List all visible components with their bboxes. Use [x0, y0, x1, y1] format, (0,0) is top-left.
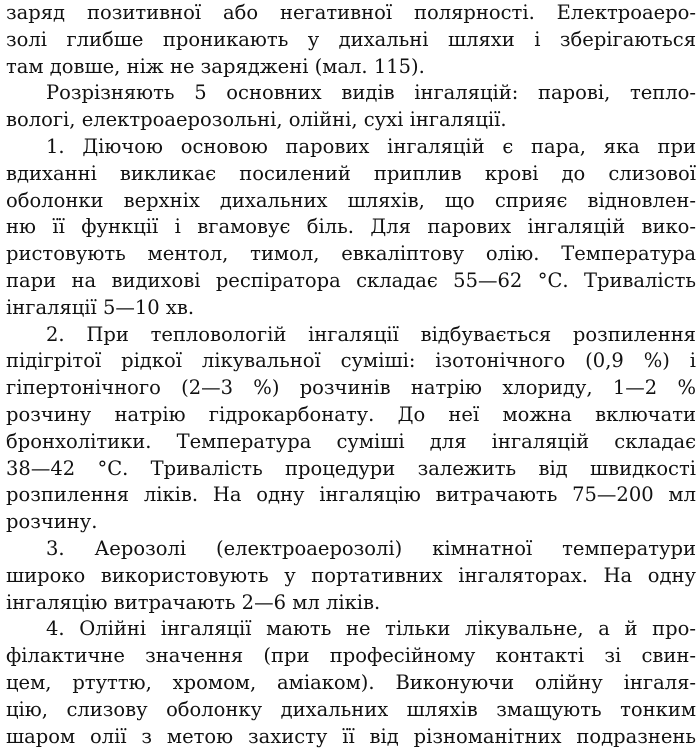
text-line: Розрізняють 5 основних видів інгаляцій: парові, тепло-	[46, 81, 696, 105]
text-line: оболонки верхніх дихальних шляхів, що сприяє відновлен-	[6, 188, 696, 212]
paragraph-intro-continuation	[6, 0, 696, 80]
text-line: цем, ртуттю, хромом, аміаком). Виконуючи олійну інгаля-	[6, 670, 696, 694]
text-line: вдиханні викликає посилений приплив крові до слизової	[6, 161, 696, 185]
text-line: розчину натрію гідрокарбонату. До неї можна включати	[6, 402, 696, 426]
text-line: заряд позитивної або негативної полярності. Електроаеро-	[6, 1, 696, 24]
text-line: філактичне значення (при професійному контакті зі свин-	[6, 644, 696, 668]
text-line: там довше, ніж не заряджені (мал. 115).	[6, 54, 425, 78]
text-line: цію, слизову оболонку дихальних шляхів змащують тонким	[6, 697, 696, 721]
text-line: ню її функції і вгамовує біль. Для парових інгаляцій вико-	[6, 215, 696, 239]
text-line: розчину.	[6, 510, 98, 534]
text-line: 1. Діючою основою парових інгаляцій є пара, яка при	[46, 134, 696, 158]
text-line: 3. Аерозолі (електроаерозолі) кімнатної температури	[46, 536, 696, 560]
text-line: гіпертонічного (2—3 %) розчинів натрію хлориду, 1—2 %	[6, 376, 696, 400]
text-line: широко використовують у портативних інгаляторах. На одну	[6, 563, 696, 587]
text-line: бронхолітики. Температура суміші для інгаляцій складає	[6, 429, 696, 453]
paragraph-steam-inhalations	[6, 134, 696, 322]
text-line: підігрітої рідкої лікувальної суміші: ізотонічного (0,9 %) і	[6, 349, 696, 373]
text-line: золі глибше проникають у дихальні шляхи і зберігаються	[6, 27, 696, 51]
paragraph-oil-inhalations	[6, 616, 696, 750]
text-line: ристовують ментол, тимол, евкаліптову олію. Температура	[6, 242, 696, 266]
text-line: 4. Олійні інгаляції мають не тільки лікувальне, а й про-	[46, 617, 696, 641]
text-line: розпилення ліків. На одну інгаляцію витрачають 75—200 мл	[6, 483, 696, 507]
text-line: 2. При тепловологій інгаляції відбувається розпилення	[46, 322, 696, 346]
document-body	[6, 0, 696, 750]
text-line: інгаляцію витрачають 2—6 мл ліків.	[6, 590, 381, 614]
text-line: 38—42 °С. Тривалість процедури залежить від швидкості	[6, 456, 696, 480]
paragraph-aerosol-inhalations	[6, 536, 696, 616]
paragraph-types-intro	[6, 80, 696, 134]
text-line: шаром олії з метою захисту її від різноманітних подразнень	[6, 724, 696, 748]
text-line: інгаляції 5—10 хв.	[6, 295, 195, 319]
text-line: пари на видихові респіратора складає 55—62 °С. Тривалість	[6, 268, 696, 292]
paragraph-warm-moist-inhalations	[6, 322, 696, 536]
text-line: вологі, електроаерозольні, олійні, сухі інгаляції.	[6, 108, 507, 132]
